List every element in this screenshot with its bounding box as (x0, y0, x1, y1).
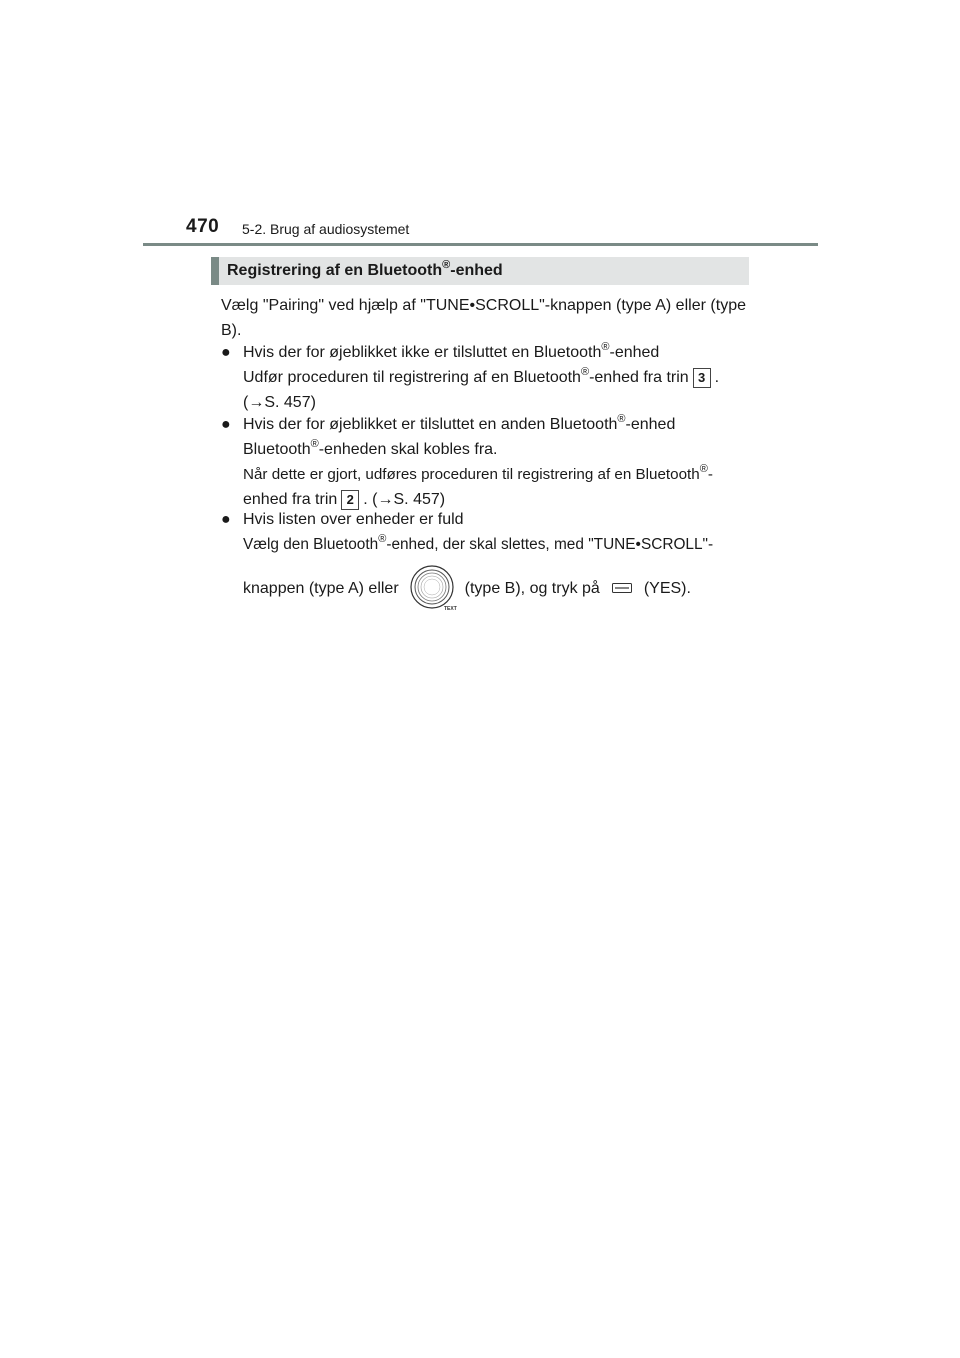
bullet-title: Hvis listen over enheder er fuld (243, 511, 464, 528)
section-heading (211, 257, 749, 285)
bullet-line-with-icons: knappen (type A) eller TEXT (type B), og tryk på (YES). (243, 563, 751, 613)
heading-text: Registrering af en Bluetooth (227, 262, 443, 279)
bullet-line: enhed fra trin 2 . (→S. 457) (243, 491, 446, 508)
bullet-line: Bluetooth®-enheden skal kobles fra. (243, 437, 498, 458)
bullet-line: Udfør proceduren til registrering af en Bluetooth®-enhed fra trin 3 . (243, 365, 720, 386)
preset-button-icon (612, 583, 632, 593)
bullet-line: Vælg den Bluetooth®-enhed, der skal slettes, med "TUNE•SCROLL"- (243, 532, 714, 553)
heading-suffix: -enhed (450, 262, 503, 279)
knob-label: TEXT (443, 606, 457, 612)
intro-line-1: Vælg "Pairing" ved hjælp af "TUNE•SCROLL"-knappen (type A) eller (221, 297, 706, 314)
header-rule (143, 243, 818, 246)
bullet-title: Hvis der for øjeblikket ikke er tilsluttet en Bluetooth®-enhed (243, 340, 660, 361)
intro-line-2: (type B). (221, 297, 746, 339)
step-reference-box: 3 (693, 368, 711, 388)
intro-paragraph (221, 293, 746, 343)
page-number: 470 (186, 216, 220, 237)
bullet-item-not-connected (221, 340, 751, 415)
registered-mark: ® (442, 258, 451, 271)
step-reference-box: 2 (341, 490, 359, 510)
bullet-dot-icon: ● (221, 416, 231, 433)
page-reference: (→S. 457) (243, 394, 316, 411)
bullet-item-other-connected (221, 412, 751, 512)
bullet-title: Hvis der for øjeblikket er tilsluttet en anden Bluetooth®-enhed (243, 412, 676, 433)
bullet-item-list-full (221, 507, 751, 613)
bullet-dot-icon: ● (221, 511, 231, 528)
bullet-line: Når dette er gjort, udføres proceduren til registrering af en Bluetooth®- (243, 462, 713, 483)
running-header: 5-2. Brug af audiosystemet (242, 221, 410, 237)
bullet-dot-icon: ● (221, 344, 231, 361)
tune-knob-icon (409, 565, 455, 611)
